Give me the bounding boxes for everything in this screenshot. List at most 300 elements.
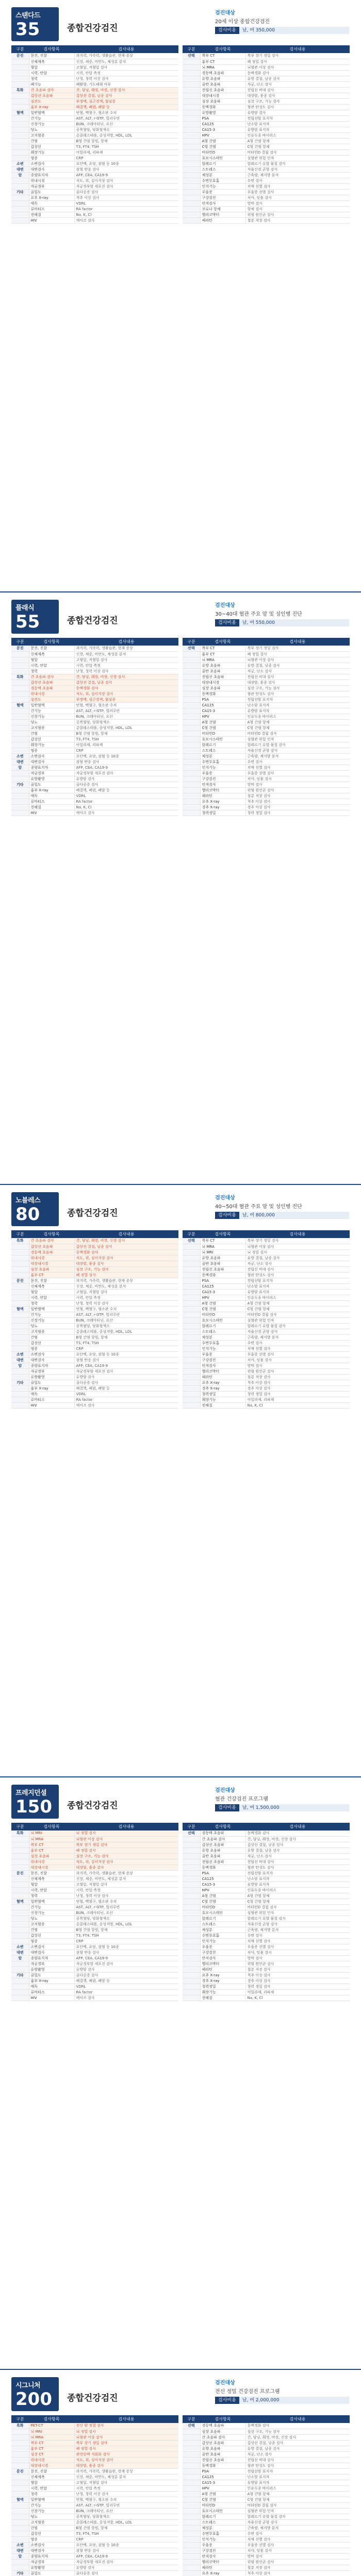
category-cell bbox=[183, 217, 200, 223]
category-cell bbox=[11, 1249, 29, 1255]
table-row bbox=[183, 759, 350, 765]
exam-item-cell: 우울증 bbox=[200, 189, 245, 195]
table-row bbox=[183, 2525, 350, 2531]
exam-item-cell: 경추 X-ray bbox=[200, 804, 245, 810]
category-cell: 암 bbox=[11, 765, 29, 770]
package-info bbox=[215, 2378, 349, 2404]
exam-description-cell: 에이즈 검사 bbox=[74, 810, 178, 816]
category-cell: 대변 bbox=[11, 1357, 29, 1363]
category-cell bbox=[11, 668, 29, 674]
exam-item-cell: 체성분 bbox=[200, 753, 245, 759]
exam-item-cell: 헬리코박터 bbox=[200, 787, 245, 793]
table-row bbox=[183, 1921, 350, 1927]
category-cell bbox=[11, 1272, 29, 1278]
exam-item-cell: 구강검진 bbox=[200, 2548, 245, 2553]
table-row bbox=[183, 799, 350, 804]
table-header-cell: 검사내용 bbox=[74, 2415, 178, 2423]
category-cell bbox=[11, 663, 29, 668]
table-header-row bbox=[183, 638, 350, 646]
category-cell bbox=[11, 64, 29, 70]
package-title: 종합건강검진 bbox=[67, 1801, 118, 1811]
exam-description-cell: Na, K, Cl bbox=[245, 1995, 350, 2001]
exam-item-cell: 종양표지자 bbox=[29, 1363, 74, 1368]
exam-item-cell: 골밀도 bbox=[29, 1972, 74, 1978]
category-cell bbox=[11, 1938, 29, 1944]
category-cell bbox=[11, 1989, 29, 1995]
table-row bbox=[11, 104, 178, 110]
exam-description-cell: AST, ALT, r-GTP, 빌리루빈 bbox=[74, 1904, 178, 1910]
price-value: 남, 여 550,000 bbox=[239, 619, 349, 626]
table-row bbox=[11, 646, 178, 651]
category-cell bbox=[11, 1283, 29, 1289]
exam-item-cell: 수면무호흡 bbox=[200, 178, 245, 183]
exam-description-cell: 위염 원인균 검사 bbox=[245, 1368, 350, 1374]
category-cell bbox=[11, 1984, 29, 1989]
exam-item-cell: CA125 bbox=[200, 702, 245, 708]
exam-table bbox=[11, 638, 178, 816]
category-cell bbox=[183, 759, 200, 765]
category-cell bbox=[183, 787, 200, 793]
price-value: 남, 여 2,000,000 bbox=[239, 2397, 349, 2404]
exam-description-cell: 유방암 표지자 bbox=[245, 127, 350, 132]
exam-description-cell: 전립선암 표지자 bbox=[245, 115, 350, 121]
table-row bbox=[11, 166, 178, 172]
exam-item-cell: 고지혈증 bbox=[29, 2519, 74, 2525]
exam-item-cell: 복부 CT bbox=[29, 1842, 74, 1848]
package-title: 종합건강검진 bbox=[67, 616, 118, 626]
exam-item-cell: 전해질 bbox=[29, 212, 74, 217]
exam-description-cell: 부정맥, 심근경색, 협심증 bbox=[74, 697, 178, 702]
exam-item-cell: 갑상선 bbox=[29, 1340, 74, 1346]
category-cell bbox=[183, 2457, 200, 2463]
exam-description-cell: VDRL bbox=[74, 793, 178, 799]
table-row bbox=[183, 1278, 350, 1283]
exam-description-cell: 대장암, 용종 검사 bbox=[74, 2463, 178, 2468]
exam-item-cell: CA125 bbox=[200, 2474, 245, 2480]
table-row bbox=[183, 212, 350, 217]
table-row bbox=[183, 70, 350, 76]
table-row bbox=[183, 708, 350, 714]
category-cell bbox=[183, 70, 200, 76]
category-cell bbox=[183, 1961, 200, 1967]
exam-description-cell: BUN, 크레아티닌, 요산 bbox=[74, 2508, 178, 2514]
exam-item-cell: 염증 bbox=[29, 748, 74, 753]
category-cell bbox=[183, 776, 200, 782]
exam-item-cell: 페라틴 bbox=[200, 1374, 245, 1380]
exam-table bbox=[183, 1230, 350, 1409]
exam-description-cell: RA factor bbox=[74, 206, 178, 212]
exam-description-cell: Na, K, Cl bbox=[245, 1402, 350, 1408]
exam-item-cell: 골반 초음파 bbox=[200, 81, 245, 87]
price-bar bbox=[215, 27, 349, 34]
exam-item-cell: 페라틴 bbox=[200, 793, 245, 799]
table-row bbox=[183, 1244, 350, 1249]
exam-description-cell: 전립선암 표지자 bbox=[245, 697, 350, 702]
exam-item-cell: 혈압 bbox=[29, 64, 74, 70]
exam-description-cell: 뇌혈관 이상 검사 bbox=[74, 1836, 178, 1842]
table-row bbox=[183, 59, 350, 64]
exam-description-cell: 우울증 선별 검사 bbox=[245, 189, 350, 195]
exam-description-cell: 근육량, 체지방 분석 bbox=[245, 753, 350, 759]
category-cell bbox=[183, 1255, 200, 1261]
exam-item-cell: 수면무호흡 bbox=[200, 1340, 245, 1346]
exam-description-cell: 고혈압, 저혈압 검사 bbox=[74, 1882, 178, 1887]
exam-description-cell: 유방 결절, 낭종 검사 bbox=[245, 2446, 350, 2451]
exam-description-cell: 간, 담낭, 췌장, 비장, 신장 검사 bbox=[74, 1238, 178, 1244]
exam-description-cell: 심장 구조, 기능 검사 bbox=[74, 1266, 178, 1272]
table-row bbox=[183, 736, 350, 742]
exam-tables bbox=[11, 2415, 350, 2576]
package-number: 80 bbox=[15, 1204, 40, 1225]
exam-item-cell: 비타민D bbox=[200, 2502, 245, 2508]
exam-description-cell: 자율신경 균형 검사 bbox=[245, 748, 350, 753]
exam-item-cell: 우울증 bbox=[200, 1351, 245, 1357]
table-row bbox=[183, 1255, 350, 1261]
exam-item-cell: 골밀도 bbox=[29, 189, 74, 195]
exam-item-cell: 뇌 MRA bbox=[29, 2434, 74, 2440]
table-row bbox=[183, 1346, 350, 1351]
exam-item-cell: 경동맥 초음파 bbox=[29, 685, 74, 691]
category-cell bbox=[183, 178, 200, 183]
table-row bbox=[11, 1978, 178, 1984]
exam-item-cell: HIV bbox=[29, 810, 74, 816]
exam-item-cell: 췌장기능 bbox=[200, 1989, 245, 1995]
table-row bbox=[11, 1938, 178, 1944]
table-row bbox=[11, 759, 178, 765]
exam-item-cell: 매독 bbox=[29, 1984, 74, 1989]
category-cell: 대변 bbox=[11, 2548, 29, 2553]
exam-description-cell: AFP, CEA, CA19-9 bbox=[74, 1955, 178, 1961]
table-row bbox=[183, 1938, 350, 1944]
exam-item-cell: 요추 X-ray bbox=[200, 799, 245, 804]
table-row bbox=[11, 1351, 178, 1357]
exam-description-cell: 전립선 비대 검사 bbox=[245, 87, 350, 93]
exam-item-cell: 흉부 X-ray bbox=[29, 787, 74, 793]
exam-item-cell: 염증 bbox=[29, 2536, 74, 2542]
price-key: 검사비용 bbox=[215, 1212, 239, 1219]
exam-item-cell: 체성분 bbox=[200, 1927, 245, 1933]
exam-description-cell: 신장, 체중, 비만도, 체성분 분석 bbox=[74, 1876, 178, 1882]
table-row bbox=[11, 680, 178, 685]
table-row bbox=[183, 178, 350, 183]
exam-item-cell: CA15-3 bbox=[200, 1882, 245, 1887]
exam-description-cell: 철분 저장 검사 bbox=[245, 1374, 350, 1380]
category-cell: 선택 bbox=[183, 1831, 200, 1836]
exam-item-cell: 간기능 bbox=[29, 1904, 74, 1910]
exam-item-cell: 청력정밀 bbox=[200, 1984, 245, 1989]
table-row bbox=[11, 1967, 178, 1972]
table-row bbox=[11, 155, 178, 161]
exam-item-cell: 대장내시경 bbox=[200, 680, 245, 685]
table-row bbox=[11, 1238, 178, 1244]
exam-table bbox=[183, 2415, 350, 2576]
exam-description-cell: 과거력, 가족력, 생활습관, 현재 증상 bbox=[74, 646, 178, 651]
price-value: 남, 여 800,000 bbox=[239, 1212, 349, 1219]
exam-item-cell: 류마티스 bbox=[29, 1397, 74, 1402]
exam-tables bbox=[11, 638, 350, 816]
category-cell: 특화 bbox=[11, 674, 29, 680]
exam-description-cell: 난소암 표지자 bbox=[245, 121, 350, 127]
table-row bbox=[11, 2565, 178, 2570]
category-cell bbox=[11, 93, 29, 98]
exam-description-cell: 치매 선별 검사 bbox=[245, 765, 350, 770]
exam-description-cell: 위염 원인균 검사 bbox=[245, 2559, 350, 2565]
table-row bbox=[11, 1893, 178, 1899]
exam-description-cell: AFP, CEA, CA19-9 bbox=[74, 172, 178, 178]
exam-item-cell: 신체계측 bbox=[29, 1283, 74, 1289]
table-row bbox=[11, 195, 178, 200]
exam-description-cell: 잠혈 반응 검사 bbox=[74, 166, 178, 172]
table-row bbox=[11, 708, 178, 714]
category-cell: 특화 bbox=[11, 87, 29, 93]
table-row bbox=[183, 663, 350, 668]
table-header-cell: 구분 bbox=[183, 638, 200, 646]
exam-item-cell: CA15-3 bbox=[200, 127, 245, 132]
category-cell: 암 bbox=[11, 2553, 29, 2559]
package-number: 35 bbox=[15, 19, 40, 40]
exam-description-cell: 치아, 잇몸 검사 bbox=[245, 1357, 350, 1363]
exam-description-cell: 유방암 표지자 bbox=[245, 1882, 350, 1887]
category-cell bbox=[183, 1853, 200, 1859]
category-cell bbox=[183, 651, 200, 657]
category-cell bbox=[11, 1921, 29, 1927]
exam-description-cell: 갑상선 결절, 낭종 검사 bbox=[74, 680, 178, 685]
exam-item-cell: 대변검사 bbox=[29, 1357, 74, 1363]
table-header-cell: 검사내용 bbox=[74, 1230, 178, 1238]
exam-item-cell: 흉부 CT bbox=[200, 651, 245, 657]
exam-item-cell: 갑상선 초음파 bbox=[200, 2440, 245, 2446]
price-bar bbox=[215, 1804, 349, 1811]
table-header-row bbox=[11, 1230, 178, 1238]
table-row bbox=[11, 81, 178, 87]
category-cell bbox=[183, 731, 200, 736]
exam-description-cell: 망막 검사 bbox=[245, 1955, 350, 1961]
exam-item-cell: 경동맥 초음파 bbox=[29, 1249, 74, 1255]
exam-description-cell: 갑상선 결절, 낭종 검사 bbox=[245, 2440, 350, 2446]
exam-item-cell: 구강검진 bbox=[200, 195, 245, 200]
exam-item-cell: 호모시스테인 bbox=[200, 1910, 245, 1916]
category-cell bbox=[183, 1380, 200, 1385]
exam-description-cell: 대장암, 용종 검사 bbox=[74, 1261, 178, 1266]
exam-description-cell: A형 간염 항체 bbox=[245, 1300, 350, 1306]
category-cell: 소변 bbox=[11, 753, 29, 759]
exam-item-cell: 청력 bbox=[29, 2491, 74, 2497]
exam-description-cell: 동맥경화 검사 bbox=[245, 70, 350, 76]
category-cell bbox=[11, 2536, 29, 2542]
exam-description-cell: 요단백, 요당, 잠혈 등 10종 bbox=[74, 2542, 178, 2548]
exam-description-cell: 청력 정밀 검사 bbox=[245, 1391, 350, 1397]
exam-description-cell: 척추 이상 검사 bbox=[245, 2570, 350, 2576]
exam-description-cell: 갑상선 결절, 낭종 검사 bbox=[245, 1842, 350, 1848]
category-cell bbox=[183, 663, 200, 668]
exam-description-cell: 혈관 탄성도 검사 bbox=[245, 104, 350, 110]
table-row bbox=[183, 674, 350, 680]
exam-description-cell: 자율신경 균형 검사 bbox=[245, 166, 350, 172]
table-row bbox=[183, 166, 350, 172]
category-cell bbox=[183, 748, 200, 753]
table-header-cell: 검사내용 bbox=[74, 1823, 178, 1831]
category-cell bbox=[183, 1357, 200, 1363]
category-cell bbox=[11, 1853, 29, 1859]
table-row bbox=[183, 1402, 350, 1408]
table-row bbox=[11, 1842, 178, 1848]
category-cell bbox=[183, 1955, 200, 1961]
category-cell bbox=[11, 1910, 29, 1916]
exam-item-cell: 췌장기능 bbox=[29, 149, 74, 155]
exam-item-cell: PSA bbox=[200, 697, 245, 702]
table-row bbox=[11, 1921, 178, 1927]
exam-description-cell: AST, ALT, r-GTP, 빌리루빈 bbox=[74, 708, 178, 714]
table-row bbox=[183, 742, 350, 748]
exam-description-cell: 간, 담낭, 췌장, 비장, 신장 검사 bbox=[245, 1836, 350, 1842]
package-number: 200 bbox=[15, 2389, 52, 2410]
table-row bbox=[11, 53, 178, 59]
table-row bbox=[183, 110, 350, 115]
category-cell bbox=[183, 1300, 200, 1306]
package-name: 프레지던셜 bbox=[15, 1789, 47, 1797]
category-cell bbox=[183, 183, 200, 189]
exam-description-cell: 요단백, 요당, 잠혈 등 10종 bbox=[74, 161, 178, 166]
exam-item-cell: 심장 CT bbox=[29, 2451, 74, 2457]
exam-description-cell: 복부 장기 정밀 검사 bbox=[74, 1842, 178, 1848]
exam-description-cell: CRP bbox=[74, 1346, 178, 1351]
exam-item-cell: 흉부 X-ray bbox=[29, 104, 74, 110]
category-cell bbox=[183, 195, 200, 200]
exam-item-cell: 안저검사 bbox=[200, 2553, 245, 2559]
table-row bbox=[11, 1317, 178, 1323]
table-row bbox=[183, 1323, 350, 1329]
exam-description-cell: 척추 이상 검사 bbox=[245, 1380, 350, 1385]
category-cell bbox=[11, 1255, 29, 1261]
category-cell bbox=[11, 1346, 29, 1351]
category-cell bbox=[11, 1323, 29, 1329]
table-row bbox=[183, 1391, 350, 1397]
category-cell bbox=[183, 166, 200, 172]
exam-item-cell: 전립선 초음파 bbox=[200, 1266, 245, 1272]
exam-item-cell: 유방 초음파 bbox=[200, 1255, 245, 1261]
exam-item-cell: 복부 CT bbox=[200, 53, 245, 59]
exam-description-cell: AST, ALT, r-GTP, 빌리루빈 bbox=[74, 115, 178, 121]
category-cell bbox=[11, 212, 29, 217]
category-cell bbox=[11, 104, 29, 110]
category-cell bbox=[11, 1876, 29, 1882]
exam-description-cell: 위염 원인균 검사 bbox=[245, 787, 350, 793]
exam-item-cell: 종양표지자 bbox=[29, 765, 74, 770]
exam-description-cell: 에이즈 검사 bbox=[74, 1402, 178, 1408]
table-row bbox=[11, 1995, 178, 2001]
table-row bbox=[11, 742, 178, 748]
category-cell bbox=[183, 149, 200, 155]
exam-description-cell: 유방암 검사 bbox=[74, 2565, 178, 2570]
table-row bbox=[11, 663, 178, 668]
exam-description-cell: 수면 검사 bbox=[245, 178, 350, 183]
table-row bbox=[11, 668, 178, 674]
exam-description-cell: 잠혈 반응 검사 bbox=[74, 2548, 178, 2553]
exam-description-cell: 전립선암 표지자 bbox=[245, 1870, 350, 1876]
table-row bbox=[11, 1859, 178, 1865]
exam-item-cell: 청력 bbox=[29, 668, 74, 674]
table-row bbox=[183, 1848, 350, 1853]
package-header bbox=[11, 5, 350, 45]
price-key: 검사비용 bbox=[215, 27, 239, 34]
exam-item-cell: 호모시스테인 bbox=[200, 736, 245, 742]
category-cell bbox=[183, 121, 200, 127]
table-row bbox=[183, 787, 350, 793]
exam-item-cell: 문진, 진찰 bbox=[29, 646, 74, 651]
exam-item-cell: 일반혈액 bbox=[29, 1899, 74, 1904]
table-row bbox=[11, 1312, 178, 1317]
table-row bbox=[183, 200, 350, 206]
category-cell bbox=[183, 1374, 200, 1380]
table-row bbox=[183, 1289, 350, 1295]
category-cell bbox=[11, 799, 29, 804]
exam-item-cell: 간기능 bbox=[29, 1312, 74, 1317]
table-row bbox=[11, 2451, 178, 2457]
exam-description-cell: B형 간염 항원, 항체 bbox=[74, 1927, 178, 1933]
exam-description-cell: 공복혈당, 당화혈색소 bbox=[74, 1323, 178, 1329]
table-header-cell: 검사내용 bbox=[74, 638, 178, 646]
table-row bbox=[183, 2434, 350, 2440]
exam-description-cell: 고혈압, 저혈압 검사 bbox=[74, 1289, 178, 1295]
package-section bbox=[0, 1777, 361, 2370]
exam-item-cell: 스트레스 bbox=[200, 166, 245, 172]
category-cell bbox=[183, 2559, 200, 2565]
exam-item-cell: C형 간염 bbox=[200, 725, 245, 731]
category-cell bbox=[11, 1842, 29, 1848]
exam-item-cell: 매독 bbox=[29, 793, 74, 799]
category-cell: 문진 bbox=[11, 53, 29, 59]
table-row bbox=[183, 87, 350, 93]
table-row bbox=[183, 1865, 350, 1870]
table-row bbox=[183, 1944, 350, 1950]
table-row bbox=[183, 1859, 350, 1865]
exam-item-cell: 체성분 bbox=[200, 1334, 245, 1340]
table-row bbox=[183, 1933, 350, 1938]
table-row bbox=[183, 2423, 350, 2429]
category-cell bbox=[183, 1385, 200, 1391]
target-label: 검진대상 bbox=[215, 10, 235, 16]
exam-description-cell: 폐활량, 기도폐쇄 여부 bbox=[74, 81, 178, 87]
table-row bbox=[183, 651, 350, 657]
exam-item-cell: 요추 X-ray bbox=[200, 2570, 245, 2576]
category-cell bbox=[11, 2485, 29, 2491]
table-row bbox=[11, 1904, 178, 1910]
table-header-cell: 구분 bbox=[183, 45, 200, 53]
exam-description-cell: 총콜레스테롤, 중성지방, HDL, LDL bbox=[74, 2519, 178, 2525]
category-cell: 혈액 bbox=[11, 1899, 29, 1904]
exam-description-cell: 알레르기 유발 물질 검사 bbox=[245, 161, 350, 166]
exam-item-cell: 고지혈증 bbox=[29, 132, 74, 138]
exam-item-cell: CA15-3 bbox=[200, 2480, 245, 2485]
table-row bbox=[11, 2536, 178, 2542]
exam-item-cell: 구강검진 bbox=[200, 1950, 245, 1955]
category-cell bbox=[11, 1340, 29, 1346]
exam-item-cell: 일반혈액 bbox=[29, 2497, 74, 2502]
category-cell bbox=[11, 708, 29, 714]
table-row bbox=[11, 121, 178, 127]
table-row bbox=[183, 1272, 350, 1278]
exam-item-cell: 구강검진 bbox=[200, 1357, 245, 1363]
table-header-cell: 검사항목 bbox=[200, 2415, 245, 2423]
exam-description-cell: 인유두종 바이러스 bbox=[245, 132, 350, 138]
category-cell bbox=[11, 1368, 29, 1374]
exam-item-cell: 알레르기 bbox=[200, 1916, 245, 1921]
exam-description-cell: 에이즈 검사 bbox=[74, 1995, 178, 2001]
table-row bbox=[11, 1363, 178, 1368]
target-description: 혈관 건강검진 프로그램 bbox=[215, 1797, 268, 1802]
exam-item-cell: 문진, 진찰 bbox=[29, 53, 74, 59]
category-cell bbox=[11, 206, 29, 212]
